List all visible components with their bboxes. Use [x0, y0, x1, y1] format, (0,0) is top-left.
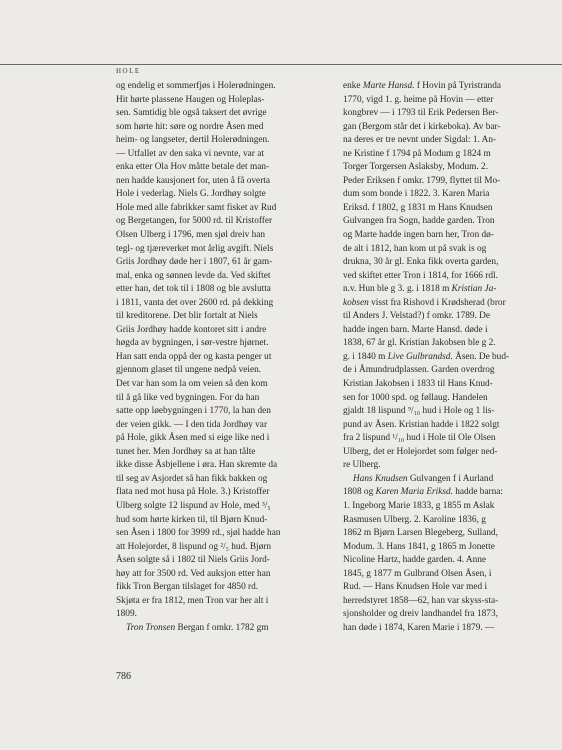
text-run: sjonsholder og dreiv landhandel fra 1873, — [343, 609, 498, 620]
text-line: Hole med alle fabrikker samt fisket av Rud — [116, 202, 277, 213]
text-line: Griis Jordhøy hadde kontoret sitt i andre — [116, 324, 267, 335]
text-line: enka etter Ola Hov måtte betale det man- — [116, 162, 270, 173]
text-run: og Marte hadde ingen barn her, Tron dø- — [343, 230, 494, 241]
italic-name: Kristian Ja- — [451, 284, 497, 295]
text-run: drukna, 30 år gl. Enka fikk overta garden, — [343, 257, 499, 268]
italic-name: kobsen — [343, 297, 369, 308]
text-run: Bergan f omkr. 1782 gm — [175, 622, 269, 633]
left-column — [116, 80, 328, 635]
text-line: heim- og langseter, dertil Holerødningen. — [116, 135, 270, 146]
italic-name: Live Gulbrandsd. — [387, 351, 453, 362]
text-line: flata ned mot husa på Hole. 3.) Kristoffer — [116, 487, 270, 498]
text-line — [343, 324, 555, 338]
text-run: dum som bonde i 1822. 3. Karen Maria — [343, 189, 490, 200]
text-run: hadde ingen barn. Marte Hansd. døde i — [343, 324, 488, 335]
text-line — [343, 270, 555, 284]
text-line — [343, 243, 555, 257]
running-head: HOLE — [116, 67, 141, 75]
text-run: han døde i 1874, Karen Marie i 1879. — — [343, 622, 495, 633]
text-run: Kristian Jakobsen i 1833 til Hans Knud- — [343, 379, 493, 390]
text-line: sen Åsen i 1800 for 3999 rd., sjøl hadde han — [116, 528, 281, 539]
text-run: Modum. 3. Hans 1841, g 1865 m Jonette — [343, 541, 495, 552]
italic-name: Marte Hansd. — [362, 81, 415, 91]
text-line: att Holejordet, 8 lispund og ²/₅ hud. Bjørn — [116, 541, 272, 552]
text-line — [343, 310, 555, 324]
text-line: satte opp løebygningen i 1770, la han den — [116, 406, 271, 417]
right-column — [343, 80, 555, 635]
text-line: etter han, det tok til i 1808 og ble avslutta — [116, 284, 271, 295]
text-line — [343, 459, 555, 473]
text-line — [343, 148, 555, 162]
text-run: enke — [343, 81, 363, 91]
text-line — [343, 215, 555, 229]
text-run: gjaldt 18 lispund ⁹/₁₀ hud i Hole og 1 lis- — [343, 406, 495, 417]
paragraph-start-line — [116, 622, 328, 636]
text-line — [343, 432, 555, 446]
text-run: Torger Torgersen Aslaksby, Modum. 2. — [343, 162, 489, 173]
text-line — [343, 121, 555, 135]
text-run: re Ulberg. — [343, 460, 381, 471]
text-run: de alt i 1812, han kom ut på svak is og — [343, 243, 487, 254]
text-line — [343, 364, 555, 378]
text-run: g. i 1840 m — [343, 351, 388, 362]
text-line — [343, 378, 555, 392]
text-line: — Utfallet av den saka vi nevnte, var at — [116, 148, 264, 159]
text-line — [343, 500, 555, 514]
text-run: Rud. — Hans Knudsen Hole var med i — [343, 582, 488, 593]
text-run: f Hovin på Tyristranda — [414, 81, 501, 91]
text-line — [343, 405, 555, 419]
text-line — [343, 229, 555, 243]
text-line — [343, 297, 555, 311]
text-line: som hørte hit: søre og nordre Åsen med — [116, 121, 264, 132]
text-run: Rasmusen Ulberg. 2. Karoline 1836, g — [343, 514, 486, 525]
text-run: 1862 m Bjørn Larsen Blegeberg, Sulland, — [343, 528, 499, 539]
text-line — [343, 419, 555, 433]
text-run: ne Kristine f 1794 på Modum g 1824 m — [343, 148, 491, 159]
text-line: Griis Jordhøy døde her i 1807, 61 år gam- — [116, 257, 273, 268]
page-number: 786 — [116, 671, 131, 682]
text-run: ved skiftet etter Tron i 1814, for 1666 rdl. — [343, 270, 498, 281]
text-run: Gulvangen fra Sogn, hadde garden. Tron — [343, 216, 495, 227]
text-line: Ulberg solgte 12 lispund av Hole, med ³/₅ — [116, 500, 271, 511]
text-line — [343, 595, 555, 609]
text-line: fikk Tron Bergan tilslaget for 4850 rd. — [116, 582, 259, 593]
text-line — [343, 527, 555, 541]
text-line — [343, 256, 555, 270]
text-line — [343, 161, 555, 175]
text-run: Nicoline Hartz, hadde garden. 4. Anne — [343, 555, 487, 566]
text-line: Det var han som la om veien så den kom — [116, 379, 268, 390]
text-run: 1845, g 1877 m Gulbrand Olsen Åsen, i — [343, 568, 492, 579]
text-run: Åsen. De bud- — [452, 351, 510, 362]
text-line — [343, 337, 555, 351]
text-run: de i Åmundrudplassen. Garden overdrog — [343, 365, 495, 376]
text-run: Peder Eriksen f omkr. 1799, flyttet til Mo- — [343, 175, 501, 186]
text-run: visst fra Rishovd i Krødsherad (bror — [368, 297, 506, 308]
text-run: n.v. Hun ble g 3. g. i 1818 m — [343, 284, 452, 295]
italic-name: Hans Knudsen — [353, 473, 408, 484]
text-line — [343, 392, 555, 406]
text-run: pund av Åsen. Kristian hadde i 1822 solgt — [343, 419, 500, 430]
text-run: Eriksd. f 1802, g 1831 m Hans Knudsen — [343, 202, 493, 213]
text-run: sen for 1000 spd. og føllaug. Handelen — [343, 392, 488, 403]
text-run: gan (Bergom står det i kirkeboka). Av bar- — [343, 121, 501, 132]
text-run: herredstyret 1858—62, han var skyss-sta- — [343, 595, 499, 606]
text-line: mal, enka og sønnen levde da. Ved skiftet — [116, 270, 271, 281]
text-line — [343, 514, 555, 528]
text-run: fra 2 lispund ¹/₁₀ hud i Hole til Ole Olsen — [343, 433, 496, 444]
text-run: Gulvangen f i Aurland — [407, 473, 494, 484]
text-line: og endelig et sommerfjøs i Holerødningen. — [116, 81, 276, 91]
text-line: tunet her. Men Jordhøy sa at han tålte — [116, 446, 256, 457]
text-line — [343, 568, 555, 582]
text-line — [343, 134, 555, 148]
text-line — [343, 283, 555, 297]
text-run: kongbrev — i 1793 til Erik Pedersen Ber- — [343, 108, 499, 119]
text-line: sen. Samtidig ble også taksert det øvrige — [116, 108, 267, 119]
text-line: Hit hørte plassene Haugen og Holeplas- — [116, 94, 265, 105]
text-line: ikke disse Åsbjellene i øra. Han skremte da — [116, 460, 278, 471]
text-line: til å gå like ved bygningen. For da han — [116, 392, 260, 403]
text-line — [343, 202, 555, 216]
text-line — [343, 554, 555, 568]
text-line — [343, 94, 555, 108]
text-run: 1770, vigd 1. g. heime på Hovin — etter — [343, 94, 494, 105]
text-line: Åsen solgte så i 1802 til Niels Griis Jord- — [116, 555, 270, 566]
text-run: Ulberg, det er Holejordet som følger ned- — [343, 446, 498, 457]
text-line: og Bergetangen, for 5000 rd. til Kristoffer — [116, 216, 273, 227]
italic-name: Karen Maria Eriksd. — [375, 487, 453, 498]
text-line — [343, 608, 555, 622]
text-line: nen hadde kausjonert for, uten å få overta — [116, 175, 270, 186]
text-line: tegl- og tjæreverket mot årlig avgift. Niels — [116, 243, 274, 254]
text-line — [343, 107, 555, 121]
text-line — [343, 446, 555, 460]
text-line: 1809. — [116, 609, 137, 620]
text-run: 1808 og — [343, 487, 376, 498]
text-line — [343, 80, 555, 94]
header-rule — [0, 64, 562, 65]
text-run: til Anders J. Velstad?) f omkr. 1789. De — [343, 311, 491, 322]
text-run: 1. Ingeborg Marie 1833, g 1855 m Aslak — [343, 500, 495, 511]
text-line: til seg av Asjordet så han fikk bakken og — [116, 473, 268, 484]
text-line: hud som hørte kirken til, til Bjørn Knud- — [116, 514, 268, 525]
text-line: på Hole, gikk Åsen med si eige like ned i — [116, 433, 270, 444]
text-run: 1838, 67 år gl. Kristian Jakobsen ble g 2. — [343, 338, 496, 349]
text-line — [343, 622, 555, 636]
person-name: Tron Tronsen — [126, 622, 176, 633]
text-line: til kreditorene. Det blir fortalt at Niels — [116, 311, 258, 322]
text-line: i 1811, vanta det over 2600 rd. på dekking — [116, 297, 274, 308]
text-line — [343, 188, 555, 202]
text-line: Olsen Ulberg i 1796, men sjøl dreiv han — [116, 230, 266, 241]
text-line: der veien gikk. — I den tida Jordhøy var — [116, 419, 268, 430]
text-line — [343, 541, 555, 555]
text-line — [343, 581, 555, 595]
text-line: gjennom glaset til ungene nedpå veien. — [116, 365, 262, 376]
text-line: høgda av bygningen, i sør-vestre hjørnet. — [116, 338, 269, 349]
text-line — [343, 486, 555, 500]
text-line — [343, 351, 555, 365]
text-line — [343, 175, 555, 189]
text-line: Han satt enda oppå der og kasta penger ut — [116, 351, 272, 362]
text-line — [343, 473, 555, 487]
text-line: høy att for 3500 rd. Ved auksjon etter han — [116, 568, 271, 579]
text-run: hadde barna: — [452, 487, 504, 498]
text-line: Hole i vederlag. Niels G. Jordhøy solgte — [116, 189, 266, 200]
text-run: na deres er tre nevnt under Sigdal: 1. An- — [343, 135, 497, 146]
text-line: Skjøta er fra 1812, men Tron var her alt i — [116, 595, 269, 606]
